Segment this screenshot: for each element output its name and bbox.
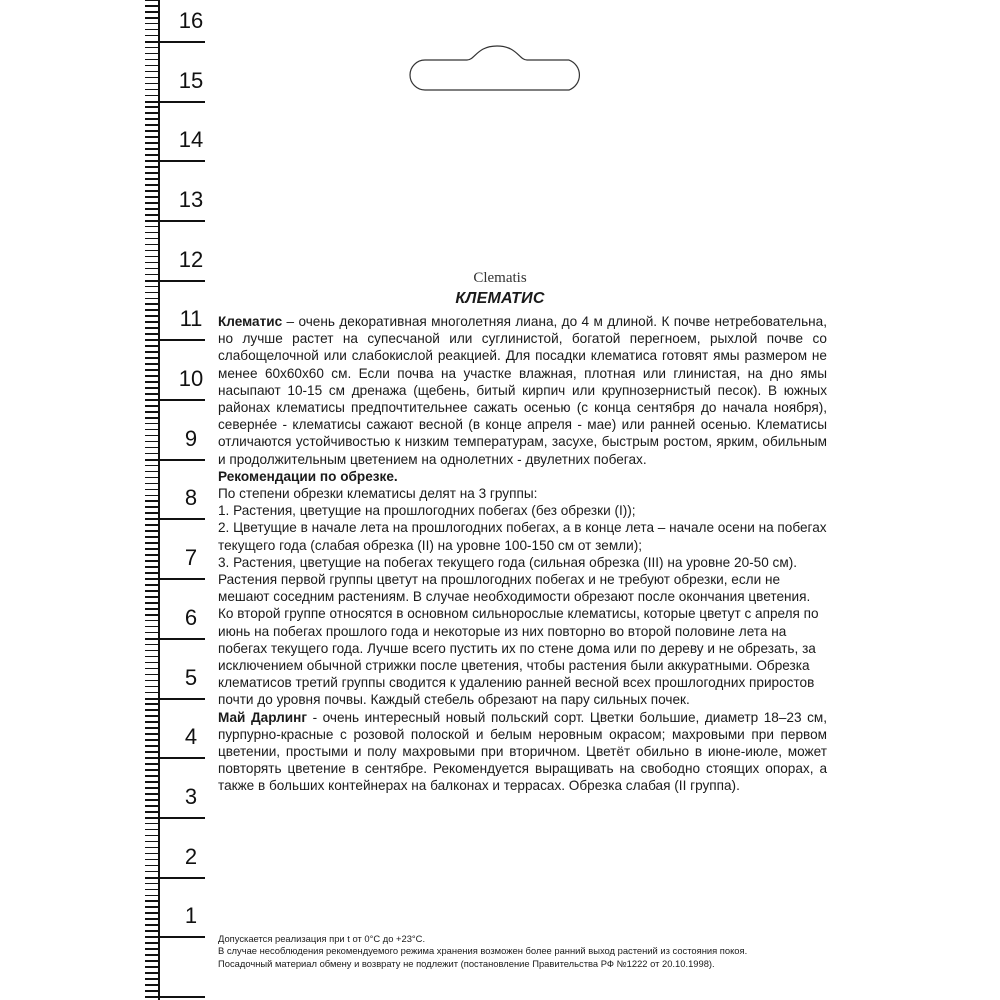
ruler-number-7: 7 [184, 545, 198, 571]
ruler-number-2: 2 [184, 843, 198, 869]
ruler-tick [145, 274, 158, 276]
pruning-group-3: 3. Растения, цветущие на побегах текущего года (сильная обрезка (III) на уровне 20-50 см). [218, 554, 797, 570]
ruler-tick [145, 148, 158, 150]
ruler-tick [145, 632, 158, 634]
ruler-tick [145, 106, 158, 108]
ruler-tick [145, 912, 158, 914]
ruler-tick [145, 895, 158, 897]
ruler-tick [145, 930, 158, 932]
ruler-tick [145, 286, 158, 288]
centimeter-ruler [145, 0, 215, 1000]
ruler-tick [145, 823, 158, 825]
ruler-tick [145, 471, 158, 473]
ruler-number-3: 3 [184, 783, 198, 809]
ruler-tick [145, 202, 158, 204]
ruler-tick [145, 560, 158, 562]
lead-term: Клематис [218, 314, 283, 329]
ruler-tick [145, 339, 205, 341]
variety-paragraph [218, 709, 827, 795]
ruler-tick [145, 280, 205, 282]
ruler-tick [145, 936, 205, 938]
variety-name: Май Дарлинг [218, 709, 308, 725]
ruler-tick [145, 954, 158, 956]
ruler-tick [145, 208, 158, 210]
ruler-tick [145, 423, 158, 425]
ruler-tick [145, 0, 158, 1]
ruler-tick [145, 793, 158, 795]
ruler-tick [145, 906, 158, 908]
ruler-tick [145, 900, 158, 902]
ruler-tick [145, 303, 158, 305]
ruler-tick [145, 178, 158, 180]
ruler-tick [145, 41, 205, 43]
ruler-tick [145, 429, 158, 431]
ruler-number-5: 5 [184, 664, 198, 690]
ruler-tick [145, 769, 158, 771]
ruler-tick [145, 118, 158, 120]
ruler-tick [145, 136, 158, 138]
ruler-tick [145, 924, 158, 926]
ruler-tick [145, 757, 205, 759]
ruler-number-10: 10 [178, 366, 204, 391]
ruler-tick [145, 321, 158, 323]
ruler-tick [145, 11, 158, 13]
ruler-number-13: 13 [178, 186, 204, 212]
ruler-tick [145, 238, 158, 240]
ruler-number-8: 8 [184, 485, 198, 511]
ruler-tick [145, 142, 158, 144]
pruning-heading: Рекомендации по обрезке. [218, 468, 398, 484]
ruler-tick [145, 29, 158, 31]
storage-warning-note: В случае несоблюдения рекомендуемого режима хранения возможен более ранний выход растений из состояния покоя. [218, 945, 748, 957]
ruler-tick [145, 95, 158, 97]
ruler-tick [145, 608, 158, 610]
ruler-tick [145, 536, 158, 538]
ruler-tick [145, 829, 158, 831]
ruler-tick [145, 315, 158, 317]
ruler-tick [145, 835, 158, 837]
variety-text: - очень интересный новый польский сорт. Цветки большие, диаметр 18–23 см, пурпурно-красные с розовой полоской и белым неровным окрасом; махровыми при первом цветении, простыми и полу махровыми при вторичном. Цветёт обильно в июне-июле, может повторять цветение в сентябре. Рекомендуется выращивать на свободно стоящих опорах, а также в больших контейнерах на балконах и террасах. Обрезка слабая (II группа). [218, 709, 827, 794]
ruler-tick [145, 154, 158, 156]
ruler-tick [145, 698, 205, 700]
ruler-tick [145, 966, 158, 968]
ruler-tick [145, 112, 158, 114]
ruler-tick [145, 942, 158, 944]
ruler-number-1: 1 [184, 903, 198, 929]
ruler-tick [145, 512, 158, 514]
ruler-tick [145, 518, 205, 520]
ruler-tick [145, 124, 158, 126]
ruler-tick [145, 393, 158, 395]
ruler-tick [145, 745, 158, 747]
description-body [218, 313, 827, 795]
ruler-tick [145, 948, 158, 950]
lead-text: – очень декоративная многолетняя лиана, до 4 м длиной. К почве нетребовательна, но лучше растет на супесчаной или суглинистой, богатой перегноем, рыхлой почве со слабощелочной или слабокислой реакцией. Для посадки клематиса готовят ямы размером не менее 60х60х60 см. Если почва на участке влажная, плотная или глинистая, на дно ямы насыпают 10-15 см дренажа (щебень, битый кирпич или крупнозернистый песок). В южных районах клематисы предпочтительнее сажать осенью (с конца сентября до начала ноября), северне́е - клематисы сажают весной (в конце апреля - мае) или ранней осенью. Клематисы отличаются устойчивостью к низким температурам, засухе, быстрым ростом, ярким, обильным и продолжительным цветением на однолетних - двулетних побегах. [218, 314, 827, 467]
ruler-number-15: 15 [178, 67, 204, 93]
ruler-number-6: 6 [184, 604, 198, 630]
description-paragraph [218, 313, 827, 468]
ruler-number-16: 16 [178, 7, 204, 33]
ruler-tick [145, 859, 158, 861]
ruler-tick [145, 853, 158, 855]
pruning-group-2: 2. Цветущие в начале лета на прошлогодних побегах, а в конце лета – начале осени на побегах текущего года (слабая обрезка (II) на уровне 100-150 см от земли); [218, 520, 827, 553]
plant-title: КЛЕМАТИС [455, 290, 545, 307]
ruler-tick [145, 889, 158, 891]
ruler-tick [145, 381, 158, 383]
ruler-tick [145, 883, 158, 885]
ruler-tick [145, 47, 158, 49]
ruler-tick [145, 453, 158, 455]
ruler-tick [145, 847, 158, 849]
ruler-tick [145, 578, 205, 580]
ruler-tick [145, 53, 158, 55]
ruler-tick [145, 160, 205, 162]
ruler-tick [145, 489, 158, 491]
ruler-tick [145, 130, 158, 132]
ruler-tick [145, 506, 158, 508]
ruler-tick [145, 172, 158, 174]
ruler-tick [145, 566, 158, 568]
ruler-tick [145, 626, 158, 628]
ruler-tick [145, 787, 158, 789]
ruler-tick [145, 405, 158, 407]
ruler-tick [145, 309, 158, 311]
ruler-tick [145, 435, 158, 437]
ruler-tick [145, 465, 158, 467]
ruler-tick [145, 214, 158, 216]
ruler-tick [145, 662, 158, 664]
ruler-tick [145, 256, 158, 258]
ruler-tick [145, 638, 205, 640]
ruler-tick [145, 369, 158, 371]
ruler-spine [158, 0, 160, 1000]
ruler-tick [145, 668, 158, 670]
ruler-tick [145, 805, 158, 807]
ruler-tick [145, 250, 158, 252]
ruler-tick [145, 841, 158, 843]
ruler-tick [145, 500, 158, 502]
ruler-tick [145, 918, 158, 920]
ruler-tick [145, 262, 158, 264]
ruler-tick [145, 244, 158, 246]
ruler-number-11: 11 [179, 306, 203, 332]
ruler-tick [145, 751, 158, 753]
pruning-details: Растения первой группы цветут на прошлогодних побегах и не требуют обрезки, если не мешают соседним растениям. В случае необходимости обрезают после окончания цветения. Ко второй группе относятся в основном сильнорослые клематисы, которые цветут с апреля по июнь на побегах прошлого года и некоторые из них повторно во второй половине лета на побегах текущего года. Лучше всего пустить их по стене дома или по дереву и не обрезать, за исключением обычной стрижки после цветения, чтобы растения были аккуратными. Обрезка клематисов третий группы сводится к удалению ранней весной всех прошлогодних приростов почти до уровня почвы. Каждый стебель обрезают на пару сильных почек. [218, 572, 819, 708]
ruler-tick [145, 692, 158, 694]
ruler-tick [145, 721, 158, 723]
ruler-tick [145, 35, 158, 37]
ruler-tick [145, 817, 205, 819]
ruler-tick [145, 190, 158, 192]
ruler-tick [145, 990, 158, 992]
ruler-tick [145, 715, 158, 717]
latin-plant-name: Clematis [473, 270, 527, 286]
ruler-tick [145, 65, 158, 67]
ruler-tick [145, 483, 158, 485]
ruler-tick [145, 101, 205, 103]
ruler-tick [145, 960, 158, 962]
ruler-tick [145, 23, 158, 25]
ruler-tick [145, 447, 158, 449]
ruler-tick [145, 59, 158, 61]
ruler-tick [145, 972, 158, 974]
ruler-tick [145, 232, 158, 234]
ruler-tick [145, 71, 158, 73]
ruler-number-4: 4 [184, 724, 198, 750]
ruler-tick [145, 978, 158, 980]
ruler-tick [145, 399, 205, 401]
ruler-tick [145, 5, 158, 7]
ruler-tick [145, 602, 158, 604]
return-policy-note: Посадочный материал обмену и возврату не подлежит (постановление Правительства РФ №1222 от 20.10.1998). [218, 957, 715, 969]
ruler-tick [145, 590, 158, 592]
ruler-tick [145, 709, 158, 711]
ruler-tick [145, 411, 158, 413]
pruning-intro: По степени обрезки клематисы делят на 3 группы: [218, 486, 538, 502]
ruler-tick [145, 184, 158, 186]
ruler-tick [145, 292, 158, 294]
ruler-tick [145, 459, 205, 461]
ruler-tick [145, 226, 158, 228]
ruler-number-9: 9 [184, 425, 198, 451]
ruler-tick [145, 572, 158, 574]
ruler-tick [145, 865, 158, 867]
ruler-tick [145, 220, 205, 222]
ruler-tick [145, 351, 158, 353]
ruler-tick [145, 686, 158, 688]
ruler-tick [145, 357, 158, 359]
pruning-group-1: 1. Растения, цветущие на прошлогодних побегах (без обрезки (I)); [218, 503, 636, 519]
ruler-tick [145, 680, 158, 682]
ruler-tick [145, 727, 158, 729]
hang-tab-outline [405, 42, 590, 92]
ruler-tick [145, 733, 158, 735]
ruler-tick [145, 877, 205, 879]
ruler-tick [145, 584, 158, 586]
ruler-tick [145, 548, 158, 550]
ruler-tick [145, 656, 158, 658]
ruler-tick [145, 811, 158, 813]
ruler-tick [145, 17, 158, 19]
ruler-number-12: 12 [178, 246, 204, 272]
ruler-tick [145, 650, 158, 652]
ruler-tick [145, 524, 158, 526]
ruler-tick [145, 775, 158, 777]
ruler-tick [145, 375, 158, 377]
ruler-tick [145, 799, 158, 801]
ruler-tick [145, 83, 158, 85]
ruler-tick [145, 363, 158, 365]
ruler-tick [145, 763, 158, 765]
ruler-tick [145, 644, 158, 646]
ruler-tick [145, 739, 158, 741]
ruler-tick [145, 196, 158, 198]
ruler-tick [145, 268, 158, 270]
ruler-tick [145, 89, 158, 91]
ruler-tick [145, 327, 158, 329]
ruler-tick [145, 596, 158, 598]
ruler-tick [145, 871, 158, 873]
ruler-tick [145, 530, 158, 532]
ruler-tick [145, 333, 158, 335]
ruler-tick [145, 620, 158, 622]
ruler-number-14: 14 [178, 127, 204, 153]
ruler-tick [145, 77, 158, 79]
ruler-tick [145, 298, 158, 300]
ruler-tick [145, 781, 158, 783]
ruler-tick [145, 703, 158, 705]
ruler-tick [145, 387, 158, 389]
ruler-tick [145, 345, 158, 347]
ruler-tick [145, 542, 158, 544]
ruler-tick [145, 614, 158, 616]
ruler-tick [145, 477, 158, 479]
ruler-tick [145, 996, 205, 998]
ruler-tick [145, 495, 158, 497]
ruler-tick [145, 674, 158, 676]
ruler-tick [145, 441, 158, 443]
ruler-tick [145, 554, 158, 556]
ruler-tick [145, 166, 158, 168]
ruler-tick [145, 984, 158, 986]
ruler-tick [145, 417, 158, 419]
storage-notice [218, 933, 838, 970]
storage-temperature-note: Допускается реализация при t от 0°С до +23°С. [218, 933, 426, 944]
